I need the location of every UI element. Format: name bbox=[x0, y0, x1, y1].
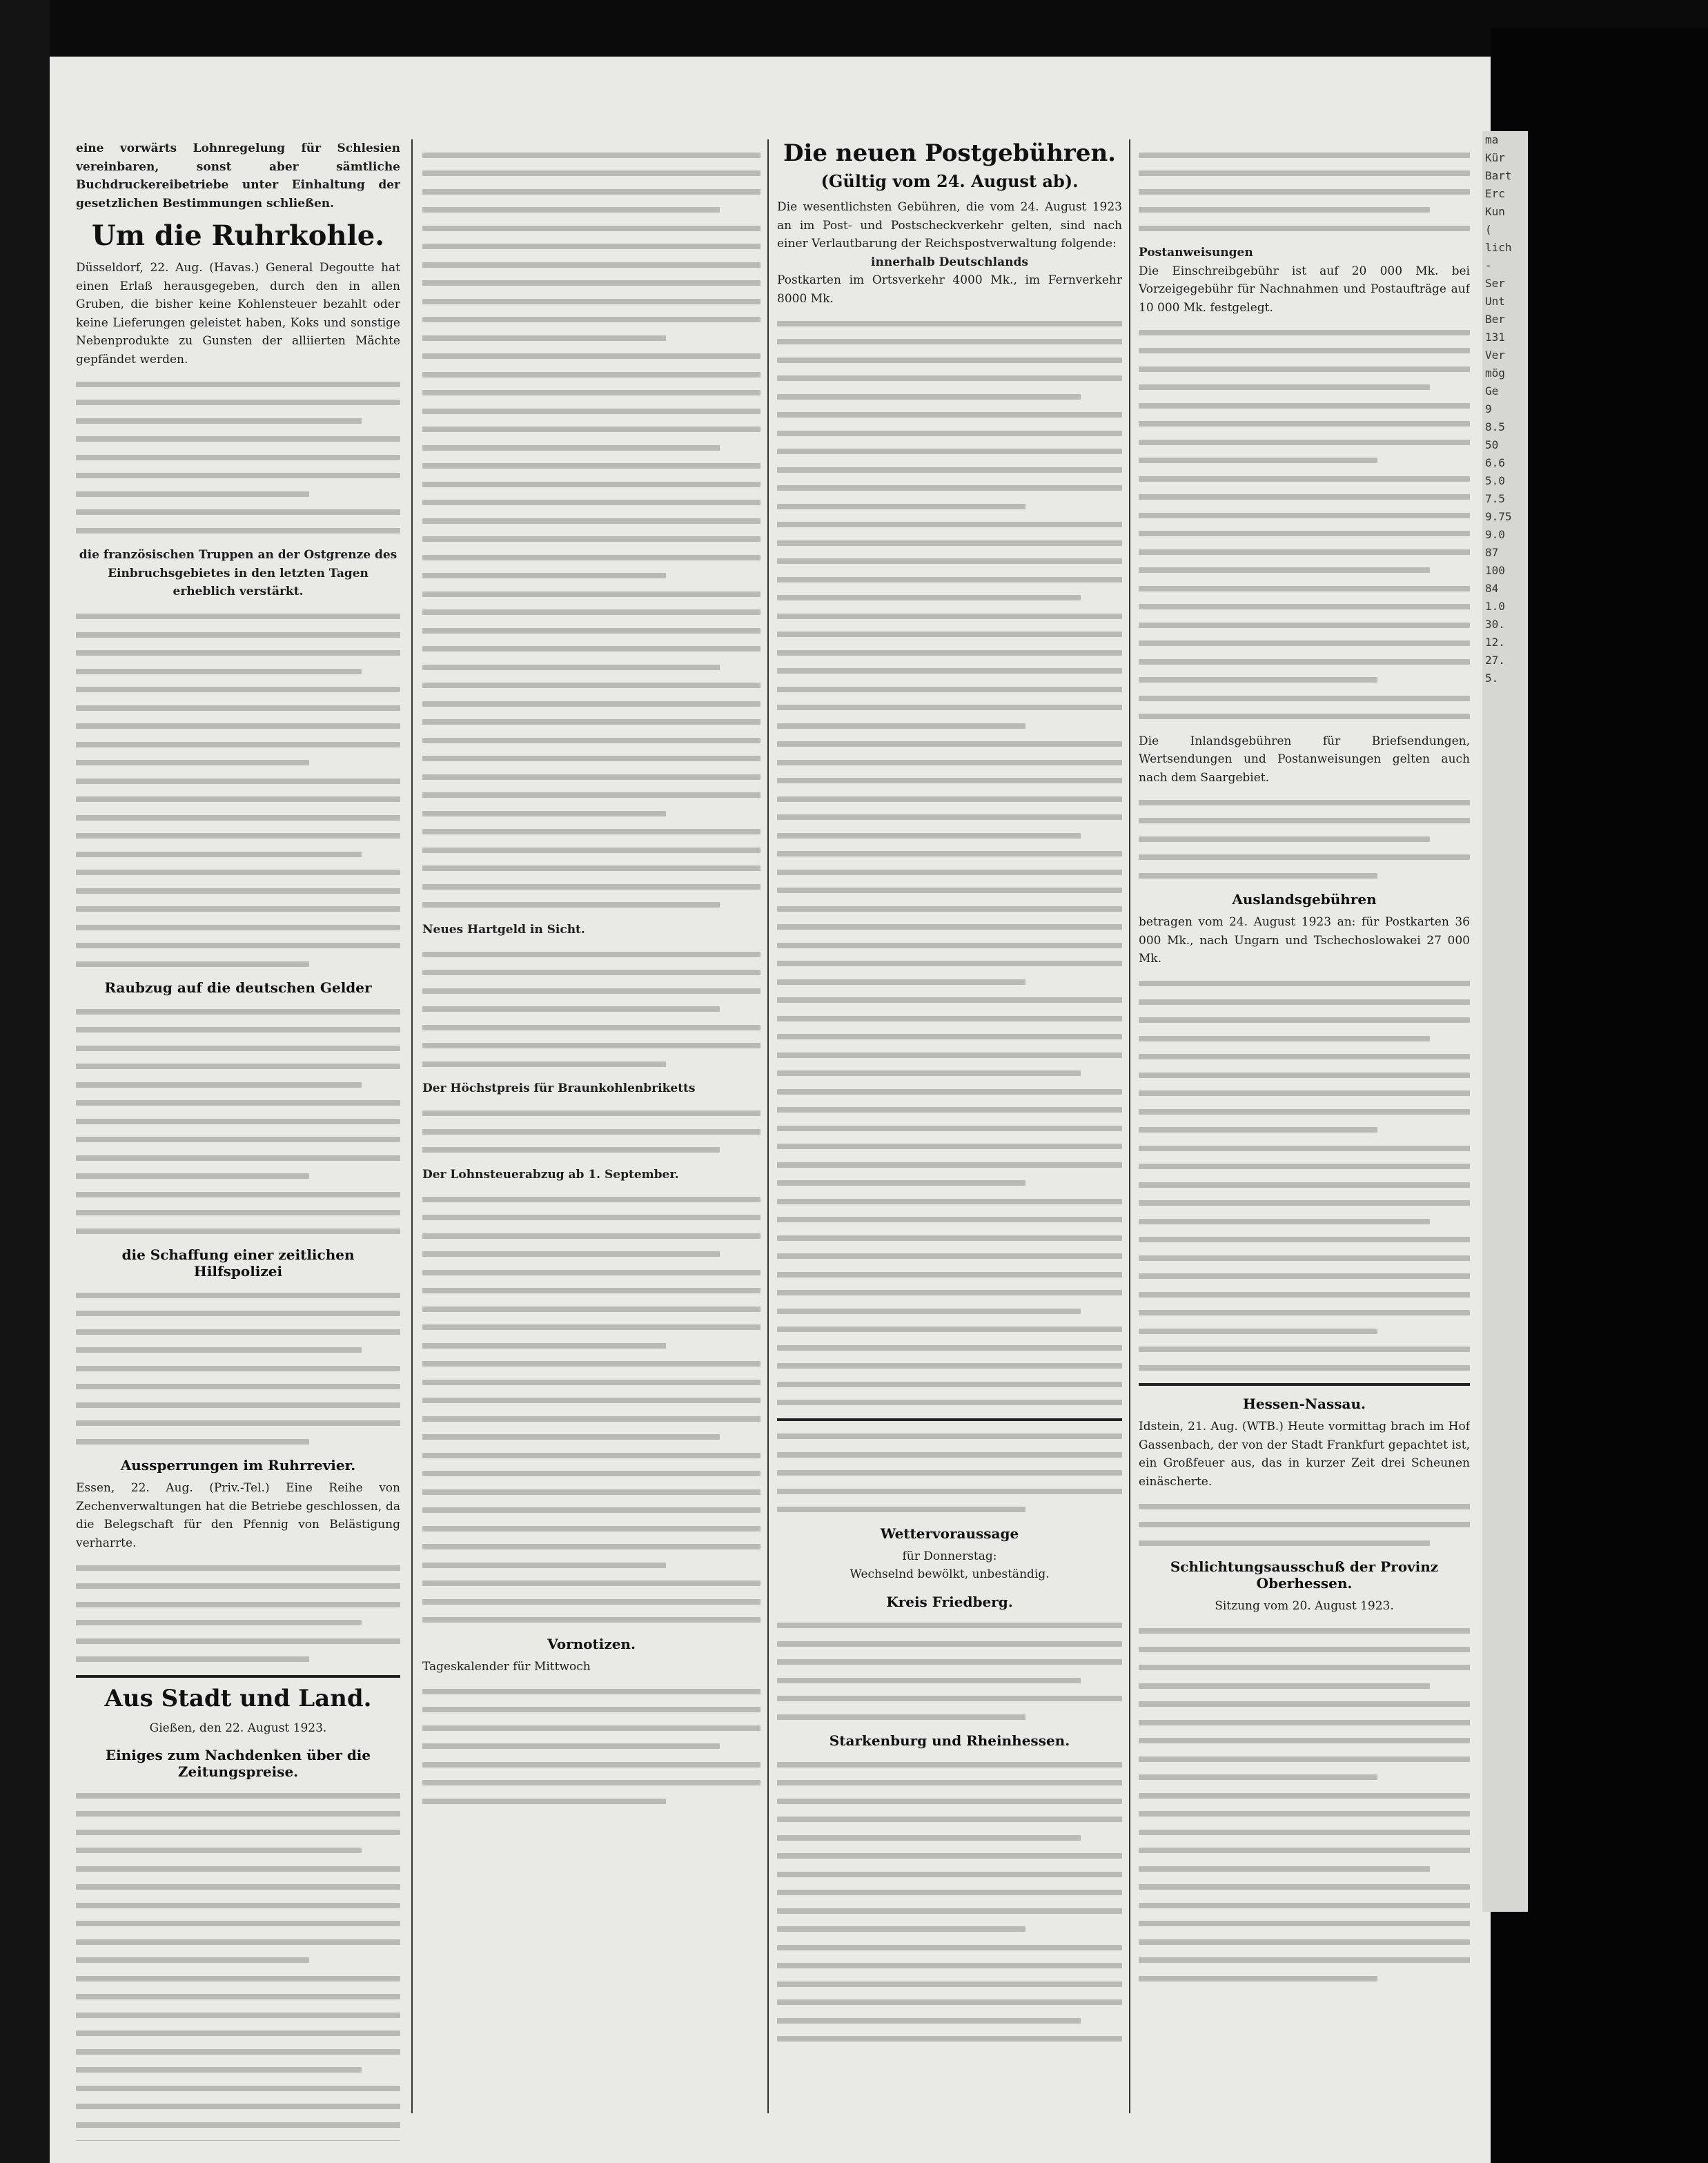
edge-fragment: Bart bbox=[1485, 169, 1512, 182]
inland-heading: innerhalb Deutschlands bbox=[871, 255, 1028, 269]
postkarten-text: Postkarten im Ortsverkehr 4000 Mk., im Fernverkehr 8000 Mk. bbox=[777, 273, 1122, 306]
edge-fragment: 5. bbox=[1485, 672, 1499, 685]
vornotizen-heading: Vornotizen. bbox=[547, 1635, 636, 1652]
aussperrungen-text: Essen, 22. Aug. (Priv.-Tel.) Eine Reihe von Zechenverwaltungen hat die Betriebe geschlossen, da die Belegschaft für den Pfennig von Belästigung verharrte. bbox=[76, 1481, 400, 1550]
starkenburg-text bbox=[777, 1762, 1122, 2042]
edge-fragment: 9.75 bbox=[1485, 510, 1512, 523]
section-rule bbox=[777, 1418, 1122, 1421]
col2-lead-text bbox=[422, 153, 760, 908]
edge-fragment: Ser bbox=[1485, 277, 1505, 290]
col3-local-text bbox=[777, 1433, 1122, 1512]
raubzug-text bbox=[76, 1009, 400, 1234]
edge-fragment: Ver bbox=[1485, 349, 1505, 362]
ausland-continued bbox=[1139, 981, 1470, 1371]
edge-fragment: 87 bbox=[1485, 546, 1499, 559]
col4-tariff-continued bbox=[1139, 153, 1470, 231]
hoechstpreis-text bbox=[422, 1110, 760, 1153]
einschreib-text: Die Einschreibgebühr ist auf 20 000 Mk. bei Vorzeigegebühr für Nachnahmen und Postaufträge auf 10 000 Mk. festgelegt. bbox=[1139, 264, 1470, 315]
hilfspolizei-heading: die Schaffung einer zeitlichen Hilfspolizei bbox=[121, 1246, 355, 1280]
edge-fragment: 27. bbox=[1485, 654, 1505, 667]
edge-fragment: 5.0 bbox=[1485, 474, 1505, 487]
edge-fragment: 7.5 bbox=[1485, 492, 1505, 505]
edge-fragment: ma bbox=[1485, 133, 1499, 146]
friedberg-heading: Kreis Friedberg. bbox=[886, 1593, 1013, 1610]
edge-fragment: 1.0 bbox=[1485, 600, 1505, 613]
troops-text bbox=[76, 614, 400, 967]
aussperrungen-heading: Aussperrungen im Ruhrrevier. bbox=[120, 1457, 356, 1474]
edge-fragment: 9.0 bbox=[1485, 528, 1505, 541]
edge-fragment: ( bbox=[1485, 223, 1492, 236]
aussperrungen-text-continued bbox=[76, 1565, 400, 1663]
edge-fragment: 8.5 bbox=[1485, 420, 1505, 433]
wetter-heading: Wettervoraussage bbox=[880, 1525, 1019, 1542]
ausland-heading: Auslandsgebühren bbox=[1232, 891, 1377, 908]
vornotizen-text bbox=[422, 1689, 760, 1804]
lohnsteuer-item: Der Lohnsteuerabzug ab 1. September. bbox=[422, 1167, 679, 1182]
postgebuehren-tariffs bbox=[777, 321, 1122, 1406]
edge-fragment: 6.6 bbox=[1485, 456, 1505, 469]
column-4 bbox=[1139, 139, 1470, 2141]
edge-fragment: 9 bbox=[1485, 402, 1492, 415]
edge-fragment: - bbox=[1485, 259, 1492, 272]
edge-fragment: 131 bbox=[1485, 331, 1505, 344]
edge-fragment: Ber bbox=[1485, 313, 1505, 326]
postgebuehren-intro: Die wesentlichsten Gebühren, die vom 24. August 1923 an im Post- und Postscheckverkehr gelten, sind nach einer Verlautbarung der Reichspostverwaltung folgende: bbox=[777, 200, 1122, 251]
edge-fragment: 100 bbox=[1485, 564, 1505, 577]
wetter-forecast: Wechselnd bewölkt, unbeständig. bbox=[850, 1567, 1050, 1581]
zeitungspreise-heading: Einiges zum Nachdenken über die Zeitungspreise. bbox=[105, 1747, 371, 1780]
column-1 bbox=[76, 139, 400, 2141]
edge-fragment: 12. bbox=[1485, 636, 1505, 649]
column-divider bbox=[767, 139, 769, 2113]
schlichtung-date: Sitzung vom 20. August 1923. bbox=[1215, 1599, 1394, 1613]
newspaper-page bbox=[50, 57, 1491, 2163]
edge-fragment: 50 bbox=[1485, 438, 1499, 451]
hessen-nassau-heading: Hessen-Nassau. bbox=[1243, 1396, 1366, 1412]
edge-fragment: 30. bbox=[1485, 618, 1505, 631]
ruhr-headline: Um die Ruhrkohle. bbox=[91, 219, 385, 252]
edge-fragment: lich bbox=[1485, 241, 1512, 254]
postgebuehren-subtitle: (Gültig vom 24. August ab). bbox=[821, 171, 1079, 191]
lohnsteuer-text bbox=[422, 1197, 760, 1623]
edge-fragment: Unt bbox=[1485, 295, 1505, 308]
starkenburg-heading: Starkenburg und Rheinhessen. bbox=[829, 1732, 1070, 1749]
inlandsgebuehren-continued bbox=[1139, 800, 1470, 879]
hilfspolizei-text bbox=[76, 1293, 400, 1445]
inlandsgebuehren-text: Die Inlandsgebühren für Briefsendungen, Wertsendungen und Postanweisungen gelten auch nach dem Saargebiet. bbox=[1139, 734, 1470, 785]
troops-heading: die französischen Truppen an der Ostgrenze des Einbruchsgebietes in den letzten Tagen erheblich verstärkt. bbox=[79, 548, 397, 598]
stadt-land-headline: Aus Stadt und Land. bbox=[104, 1684, 372, 1712]
column-3 bbox=[777, 139, 1122, 2141]
postgebuehren-headline: Die neuen Postgebühren. bbox=[783, 139, 1117, 167]
edge-fragment: mög bbox=[1485, 366, 1505, 380]
column-divider bbox=[411, 139, 413, 2113]
einschreib-continued bbox=[1139, 330, 1470, 720]
hartgeld-text bbox=[422, 952, 760, 1067]
postanweisungen-label: Postanweisungen bbox=[1139, 246, 1253, 260]
ausland-text: betragen vom 24. August 1923 an: für Postkarten 36 000 Mk., nach Ungarn und Tschechoslowakei 27 000 Mk. bbox=[1139, 915, 1470, 966]
column-divider bbox=[1129, 139, 1130, 2113]
raubzug-heading: Raubzug auf die deutschen Gelder bbox=[104, 979, 372, 996]
edge-fragment: Erc bbox=[1485, 187, 1505, 200]
edge-fragment: Ge bbox=[1485, 384, 1499, 398]
column-2 bbox=[422, 139, 760, 2141]
schlichtung-heading: Schlichtungsausschuß der Provinz Oberhessen. bbox=[1170, 1558, 1439, 1592]
section-rule bbox=[76, 1675, 400, 1678]
ruhr-text: Düsseldorf, 22. Aug. (Havas.) General Degoutte hat einen Erlaß herausgegeben, durch den in allen Gruben, die bisher keine Kohlensteuer bezahlt oder keine Lieferungen geleistet haben, Koks und sonstige Nebenprodukte zu Gunsten der alliierten Mächte gepfändet werden. bbox=[76, 261, 400, 366]
edge-fragment: Kür bbox=[1485, 151, 1505, 164]
tageskalender-item: Tageskalender für Mittwoch bbox=[422, 1659, 591, 1674]
col1-intro: eine vorwärts Lohnregelung für Schlesien vereinbaren, sonst aber sämtliche Buchdruckereibetriebe unter Einhaltung der gesetzlichen Bestimmungen schließen. bbox=[76, 141, 400, 211]
wetter-day: für Donnerstag: bbox=[902, 1549, 997, 1563]
book-binding bbox=[0, 0, 50, 2163]
dateline: Gießen, den 22. August 1923. bbox=[149, 1721, 327, 1735]
zeitungspreise-text bbox=[76, 1793, 400, 2142]
hoechstpreis-item: Der Höchstpreis für Braunkohlenbriketts bbox=[422, 1082, 696, 1095]
friedberg-text bbox=[777, 1623, 1122, 1720]
hartgeld-item: Neues Hartgeld in Sicht. bbox=[422, 922, 585, 937]
edge-fragment: 84 bbox=[1485, 582, 1499, 595]
hessen-nassau-text: Idstein, 21. Aug. (WTB.) Heute vormittag brach im Hof Gassenbach, der von der Stadt Frankfurt gepachtet ist, ein Großfeuer aus, das in kurzer Zeit drei Scheunen einäscherte. bbox=[1139, 1420, 1470, 1489]
section-rule bbox=[1139, 1383, 1470, 1386]
edge-fragment: Kun bbox=[1485, 205, 1505, 218]
ruhr-text-continued bbox=[76, 382, 400, 534]
hessen-nassau-continued bbox=[1139, 1504, 1470, 1546]
schlichtung-text bbox=[1139, 1628, 1470, 1981]
adjacent-page-edge bbox=[1482, 131, 1528, 1912]
